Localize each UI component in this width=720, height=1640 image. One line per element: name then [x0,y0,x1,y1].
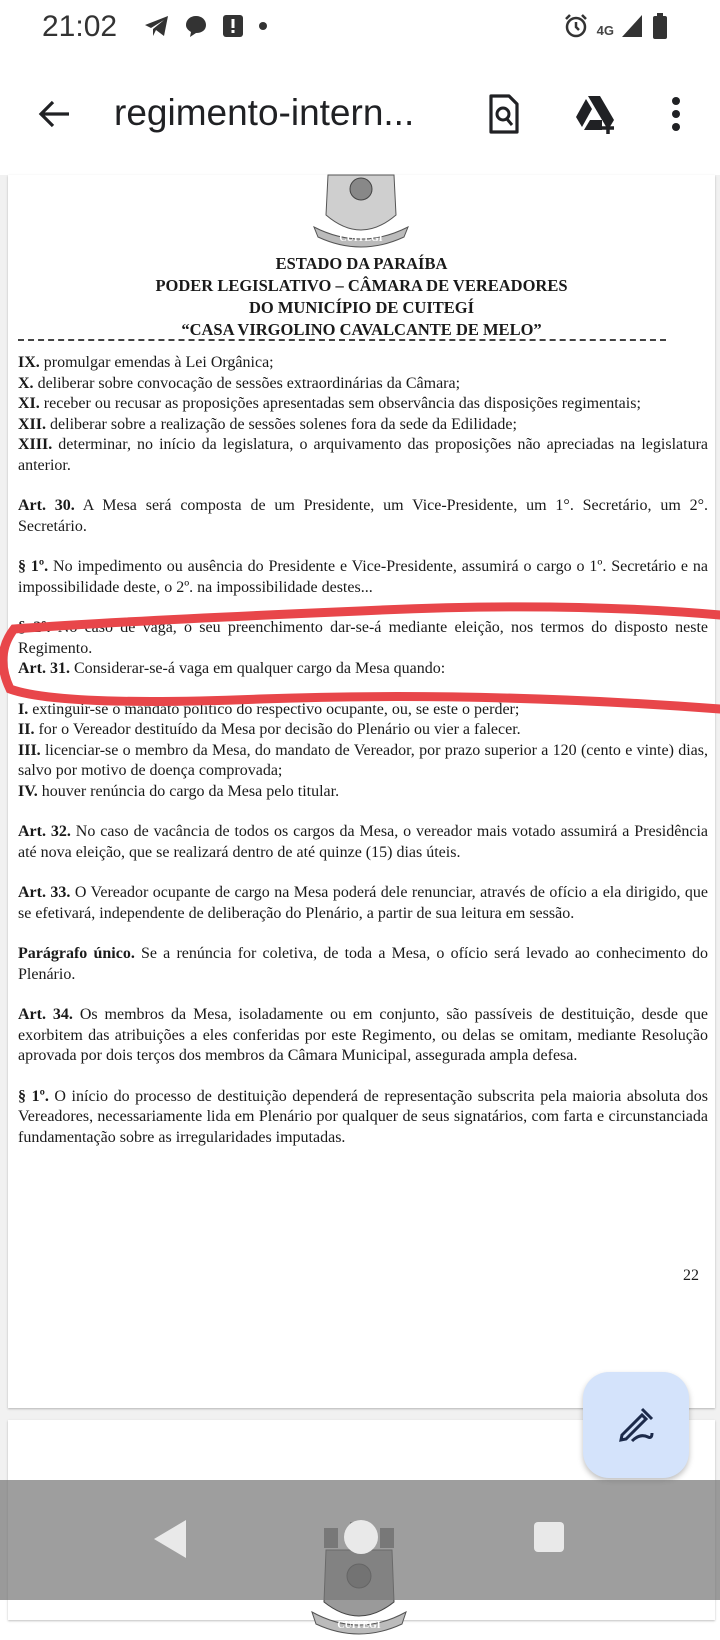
paragraph-lead: IV. [18,782,38,800]
paragraph-gap [18,924,708,944]
dot-icon [258,21,268,31]
paragraph-text: deliberar sobre a realização de sessões solenes fora da sede da Edilidade; [46,415,517,433]
alarm-icon [563,13,589,39]
nav-recents-icon[interactable] [534,1522,564,1552]
app-bar [0,60,720,175]
chat-bubble-icon [184,14,208,38]
paragraph-gap [18,598,708,618]
paragraph-gap [18,863,708,883]
page-number: 22 [683,1267,699,1284]
paragraph-text: Se a renúncia for coletiva, de toda a Mesa, o ofício será levado ao conhecimento do Plenário. [18,945,709,983]
document-paragraph [18,659,708,680]
more-options-button[interactable] [652,90,700,138]
paragraph-lead: Art. 31. [18,660,70,677]
header-line: DO MUNICÍPIO DE CUITEGÍ [248,298,475,317]
paragraph-lead: III. [18,741,41,759]
paragraph-text: No impedimento ou ausência do Presidente e Vice-Presidente, assumirá o cargo o 1º. Secretário e na impossibilidade deste, o 2º. na impossibilidade destes... [18,558,709,596]
paragraph-text: O início do processo de destituição dependerá de representação subscrita pela maioria absoluta dos Vereadores, necessariamente lida em Plenário por qualquer de seus signatários, com farta e circunstanciada fundamentação sobre as irregularidades imputadas. [18,1087,708,1146]
telegram-icon [144,14,170,38]
paragraph-gap [18,802,708,822]
paragraph-text: extinguir-se o mandato político do respectivo ocupante, ou, se este o perder; [28,700,520,718]
status-time: 21:02 [42,10,118,43]
document-paragraph [18,1005,708,1067]
system-navigation-bar [0,1480,720,1600]
paragraph-text: determinar, no início da legislatura, o arquivamento das proposições não apreciadas na legislatura anterior. [18,436,708,474]
paragraph-text: Os membros da Mesa, isoladamente ou em conjunto, são passíveis de destituição, desde que exorbitem das atribuições a eles conferidas por este Regimento, ou delas se omitam, mediante Resolução aprovada por dois terços dos membros da Câmara Municipal, assegurada ampla defesa. [18,1006,709,1064]
paragraph-text: A Mesa será composta de um Presidente, um Vice-Presidente, um 1°. Secretário, um 2°. Secretário. [18,497,708,535]
document-paragraph [18,374,708,395]
paragraph-lead: XI. [18,395,40,412]
document-paragraph [18,720,708,741]
paragraph-gap [18,476,708,496]
alert-icon [222,14,244,38]
document-paragraph [18,883,708,924]
document-page [8,175,715,1408]
document-paragraph [18,944,708,985]
municipal-seal-icon [306,175,416,247]
document-header [8,253,715,341]
paragraph-lead: § 1º. [18,558,49,575]
search-in-document-button[interactable] [480,90,528,138]
seal-text: CUITEGI [337,1620,381,1631]
document-paragraph [18,782,708,803]
document-body [18,353,708,1148]
document-paragraph [18,1087,708,1149]
signal-icon [620,13,644,39]
edit-pen-icon [616,1405,656,1445]
paragraph-lead: Art. 34. [18,1006,73,1023]
paragraph-lead: IX. [18,354,40,371]
paragraph-text: for o Vereador destituído da Mesa por decisão do Plenário ou vier a falecer. [34,721,521,738]
paragraph-text: No caso de vaga, o seu preenchimento dar-se-á mediante eleição, nos termos do disposto neste Regimento. [18,619,709,657]
add-to-drive-icon [572,94,620,134]
back-arrow-icon [37,99,71,129]
paragraph-lead: XIII. [18,436,53,453]
paragraph-text: receber ou recusar as proposições apresentadas sem observância das disposições regimentais; [39,395,641,412]
document-paragraph [18,700,708,721]
paragraph-text: Considerar-se-á vaga em qualquer cargo da Mesa quando: [69,660,446,677]
paragraph-gap [18,680,708,700]
paragraph-lead: § 1º. [18,1087,49,1105]
paragraph-text: O Vereador ocupante de cargo na Mesa poderá dele renunciar, através de ofício a ela dirigido, que se efetivará, independente de deliberação do Plenário, a partir de sua leitura em sessão. [18,884,709,922]
nav-back-icon[interactable] [150,1516,190,1562]
document-paragraph [18,822,708,863]
annotate-fab[interactable] [583,1372,689,1478]
header-divider [18,339,666,341]
seal-text: CUITEGI [339,233,383,244]
header-line: ESTADO DA PARAÍBA [275,254,448,273]
paragraph-lead: Art. 33. [18,884,71,901]
nav-home-icon[interactable] [344,1520,378,1554]
battery-icon [652,12,668,40]
document-paragraph [18,394,708,415]
header-line: “CASA VIRGOLINO CAVALCANTE DE MELO” [181,320,542,339]
paragraph-lead: II. [18,721,35,738]
status-bar [0,0,720,60]
paragraph-gap [18,1067,708,1087]
paragraph-text: deliberar sobre convocação de sessões extraordinárias da Câmara; [33,374,461,392]
notification-icons [144,14,268,38]
document-paragraph [18,557,708,598]
search-document-icon [487,94,521,134]
paragraph-text: houver renúncia do cargo da Mesa pelo titular. [37,782,340,800]
more-vert-icon [671,96,681,132]
paragraph-text: licenciar-se o membro da Mesa, do mandato de Vereador, por prazo superior a 120 (cento e vinte) dias, salvo por motivo de doença comprovada; [18,741,708,779]
paragraph-lead: I. [18,700,29,718]
paragraph-lead: Art. 30. [18,497,75,514]
document-title: regimento-intern... [114,92,415,133]
paragraph-lead: Parágrafo único. [18,945,135,962]
document-paragraph [18,435,708,476]
document-paragraph [18,415,708,436]
document-paragraph [18,618,708,659]
document-paragraph [18,496,708,537]
paragraph-gap [18,537,708,557]
paragraph-gap [18,985,708,1005]
paragraph-lead: X. [18,374,34,392]
paragraph-lead: § 2º. [18,619,51,636]
paragraph-lead: Art. 32. [18,823,71,840]
header-line: PODER LEGISLATIVO – CÂMARA DE VEREADORES [155,276,568,295]
network-label: 4G [596,22,614,38]
paragraph-text: promulgar emendas à Lei Orgânica; [39,354,274,371]
paragraph-lead: XII. [18,415,47,433]
add-to-drive-button[interactable] [570,90,622,138]
document-paragraph [18,741,708,782]
document-paragraph [18,353,708,374]
system-icons [563,12,668,40]
paragraph-text: No caso de vacância de todos os cargos da Mesa, o vereador mais votado assumirá a Presidência até nova eleição, que se realizará dentro de até quinze (15) dias úteis. [18,823,709,861]
back-button[interactable] [30,90,78,138]
